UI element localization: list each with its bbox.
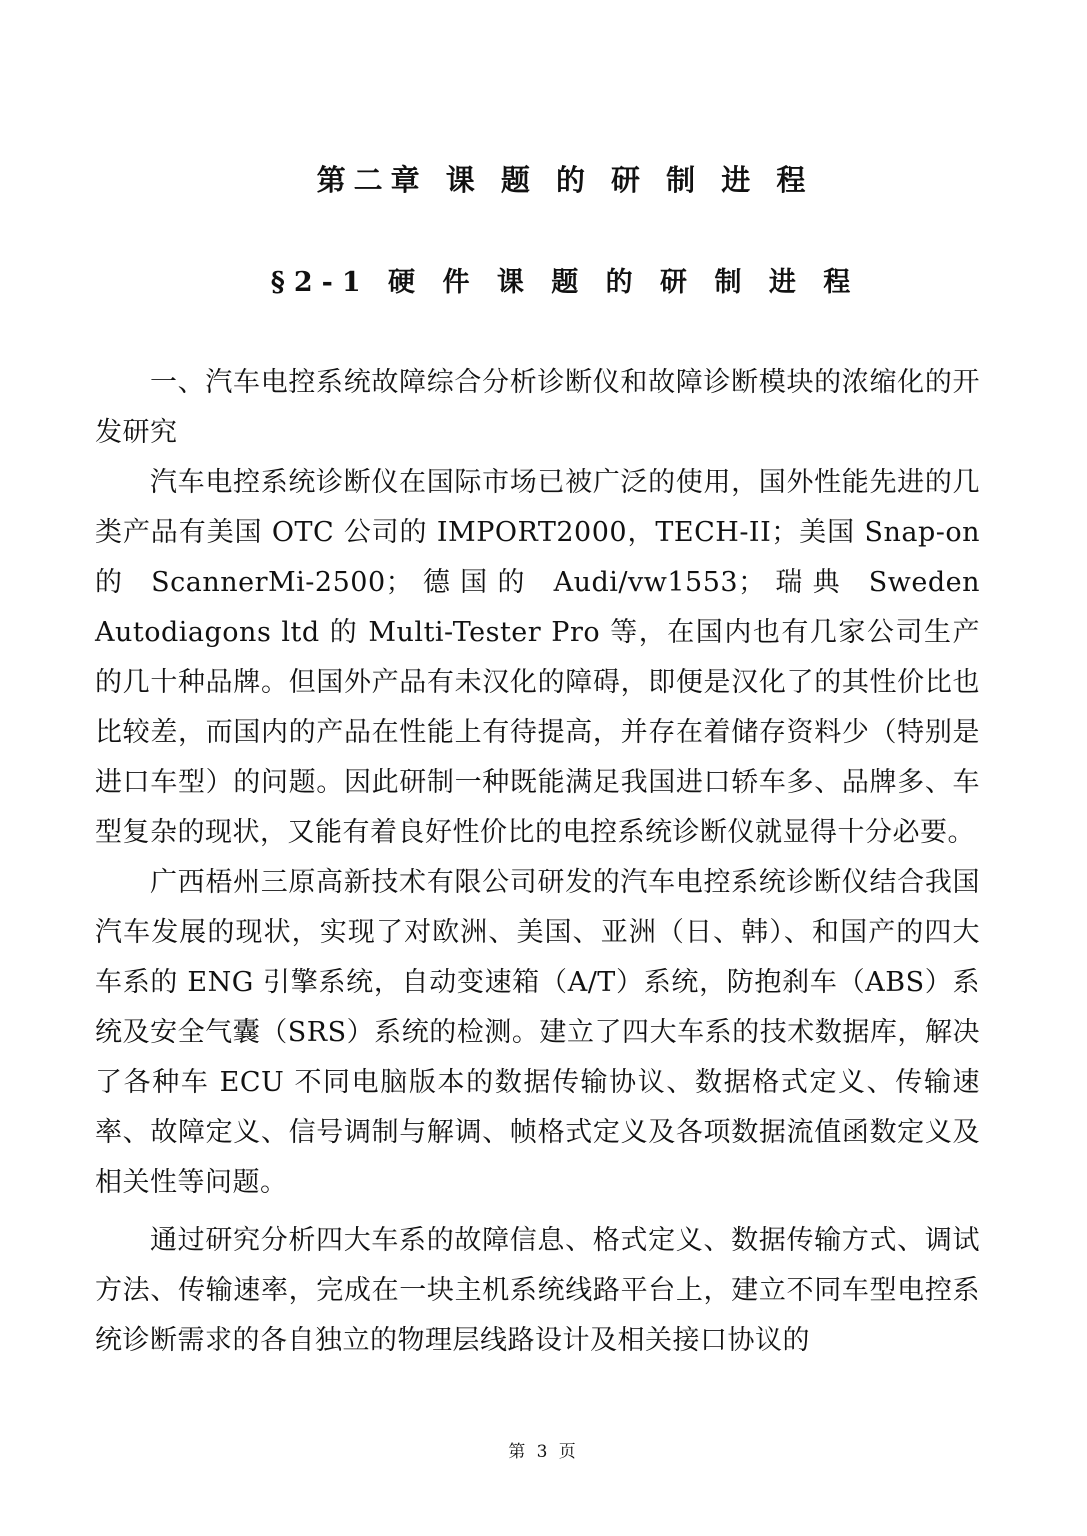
paragraph: 广西梧州三原高新技术有限公司研发的汽车电控系统诊断仪结合我国汽车发展的现状，实现了对欧洲、美国、亚洲（日、韩）、和国产的四大车系的 ENG 引擎系统，自动变速箱（A/T）系统，防抱刹车（ABS）系统及安全气囊（SRS）系统的检测。建立了四大车系的技术数据库，解决了各种车 ECU 不同电脑版本的数据传输协议、数据格式定义、传输速率、故障定义、信号调制与解调、帧格式定义及各项数据流值函数定义及相关性等问题。 [95,867,980,1198]
page-number: 第 3 页 [508,1442,579,1462]
chapter-title: 第二章 课 题 的 研 制 进 程 [316,163,814,197]
paragraph: 汽车电控系统诊断仪在国际市场已被广泛的使用，国外性能先进的几类产品有美国 OTC 公司的 IMPORT2000，TECH-II；美国 Snap-on 的 ScannerMi-2500；德国的 Audi/vw1553；瑞典 Sweden Autodiagons ltd 的 Multi-Tester Pro 等，在国内也有几家公司生产的几十种品牌。但国外产品有未汉化的障碍，即便是汉化了的其性价比也比较差，而国内的产品在性能上有待提高，并存在着储存资料少（特别是进口车型）的问题。因此研制一种既能满足我国进口轿车多、品牌多、车型复杂的现状，又能有着良好性价比的电控系统诊断仪就显得十分必要。 [95,467,980,848]
section-title: §2-1 硬 件 课 题 的 研 制 进 程 [270,267,860,298]
paragraph-heading: 一、汽车电控系统故障综合分析诊断仪和故障诊断模块的浓缩化的开发研究 [95,367,980,448]
paragraph: 通过研究分析四大车系的故障信息、格式定义、数据传输方式、调试方法、传输速率，完成在一块主机系统线路平台上，建立不同车型电控系统诊断需求的各自独立的物理层线路设计及相关接口协议的 [95,1225,980,1356]
body-text [95,358,980,1366]
